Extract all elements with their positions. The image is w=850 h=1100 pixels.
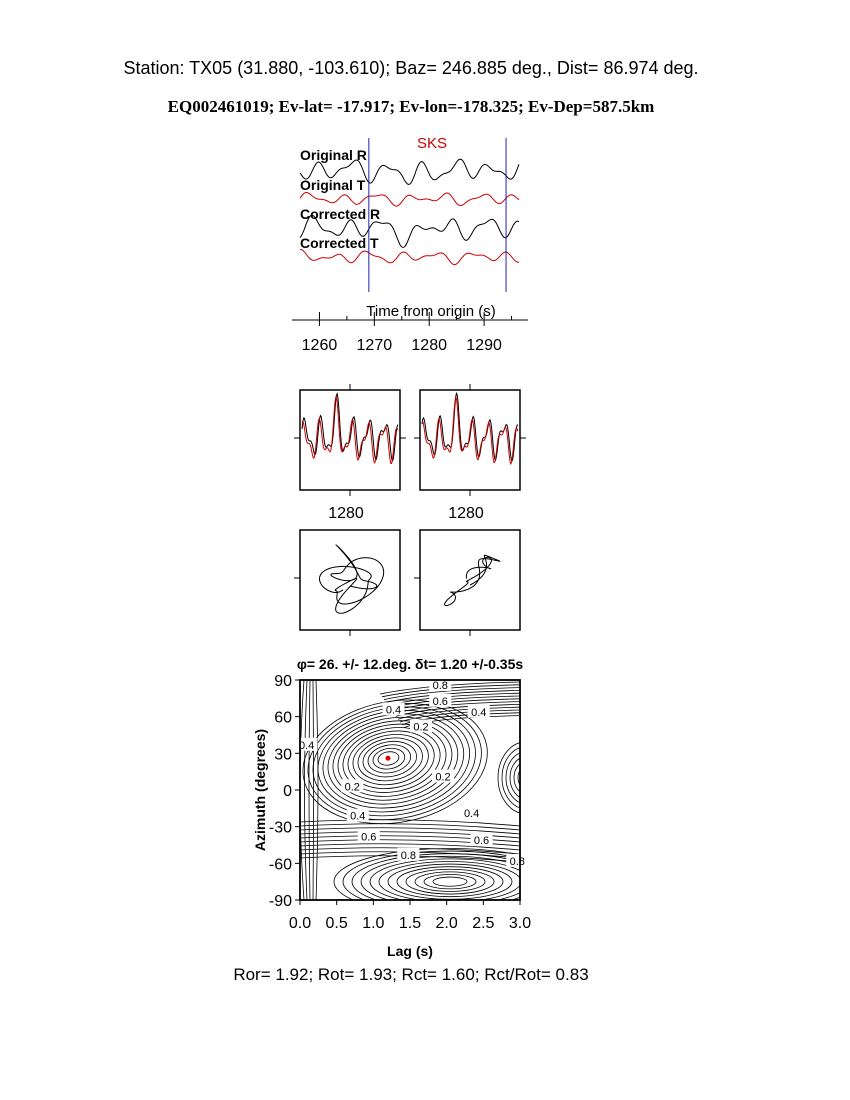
trace-label: Original T (300, 177, 366, 193)
contour-label: 0.2 (435, 771, 451, 784)
particle-motion-box (420, 530, 520, 630)
waveform-slow (422, 397, 518, 464)
grid-xtick-label: 2.5 (472, 915, 495, 932)
contour-line (355, 733, 426, 786)
contour-label: 0.4 (350, 810, 366, 823)
best-fit-marker (386, 756, 391, 761)
grid-title: φ= 26. +/- 12.deg. δt= 1.20 +/-0.35s (296, 656, 524, 672)
contour-label: 0.8 (432, 679, 448, 692)
contour-line (300, 828, 520, 834)
contour-lines (293, 680, 566, 915)
contour-line (300, 824, 520, 830)
contour-line (316, 680, 318, 900)
contour-line (424, 874, 476, 888)
grid-xtick-label: 2.0 (435, 915, 458, 932)
grid-xtick-label: 1.5 (398, 915, 422, 932)
grid-xtick-label: 1.0 (362, 915, 385, 932)
contour-label: 0.4 (385, 704, 402, 717)
particle-motion-trace (445, 555, 500, 605)
grid-ytick-label: -60 (268, 856, 292, 874)
trace-original-t (300, 193, 519, 207)
particle-motion-panels (294, 530, 520, 636)
contour-line (370, 859, 530, 905)
contour-line (334, 848, 566, 914)
contour-line (397, 867, 503, 897)
contour-label: 0.6 (432, 695, 448, 708)
trace-panel (292, 135, 528, 354)
grid-xtick-label: 0.0 (288, 915, 312, 932)
waveform-slow (302, 397, 398, 463)
contour-line (305, 680, 308, 900)
grid-ytick-label: 60 (274, 709, 292, 727)
particle-motion-trace (320, 545, 384, 613)
contour-label: 0.4 (463, 808, 480, 821)
waveform-box-xtick-label: 1280 (328, 505, 364, 522)
contour-label: 0.6 (473, 835, 490, 848)
trace-label: Original R (300, 147, 367, 163)
contour-line (506, 752, 546, 804)
energy-grid-panel (252, 656, 566, 959)
waveform-box-xtick-label: 1280 (448, 505, 484, 522)
contour-line (309, 680, 310, 900)
trace-label: Corrected R (300, 206, 381, 222)
trace-label: Corrected T (300, 235, 379, 251)
grid-ytick-label: -90 (268, 893, 292, 910)
contour-label: 0.8 (400, 849, 416, 862)
waveform-compare-panels (294, 384, 526, 522)
waveform-fast (302, 394, 398, 461)
grid-ytick-label: 30 (274, 746, 292, 764)
contour-label: 0.8 (509, 855, 525, 868)
station-info: Station: TX05 (31.880, -103.610); Baz= 246.885 deg., Dist= 86.974 deg. (123, 58, 699, 78)
phase-label: SKS (416, 135, 448, 152)
trace-corrected-t (300, 250, 519, 265)
time-axis-tick-label: 1270 (356, 337, 393, 354)
grid-xtick-label: 0.5 (325, 915, 348, 932)
contour-line (502, 747, 550, 809)
event-info: EQ002461019; Ev-lat= -17.917; Ev-lon=-178.325; Ev-Dep=587.5km (167, 97, 655, 116)
time-axis-tick-label: 1280 (411, 337, 448, 354)
grid-xtick-label: 3.0 (508, 915, 532, 932)
contour-line (406, 869, 494, 894)
contour-label: 0.4 (471, 706, 487, 719)
waveform-fast (422, 393, 518, 460)
contour-label: 0.2 (344, 781, 360, 794)
contour-line (510, 757, 542, 799)
contour-label: 0.2 (413, 721, 429, 734)
contour-label: 0.6 (361, 831, 377, 844)
grid-ylabel: Azimuth (degrees) (252, 728, 268, 852)
grid-ytick-label: 90 (274, 673, 292, 690)
grid-ytick-label: -30 (268, 819, 292, 837)
time-axis-label: Time from origin (s) (366, 303, 496, 320)
contour-line (433, 877, 467, 886)
contour-line (379, 861, 521, 901)
particle-motion-box (300, 530, 400, 630)
time-axis-tick-label: 1290 (466, 337, 502, 354)
ratio-summary: Ror= 1.92; Rot= 1.93; Rct= 1.60; Rct/Rot= 0.83 (233, 965, 589, 984)
waveform-box (420, 390, 520, 490)
grid-xlabel: Lag (s) (387, 943, 433, 959)
time-axis-tick-label: 1260 (301, 337, 338, 354)
contour-label: 0.4 (298, 739, 315, 752)
grid-ytick-label: 0 (283, 783, 292, 800)
